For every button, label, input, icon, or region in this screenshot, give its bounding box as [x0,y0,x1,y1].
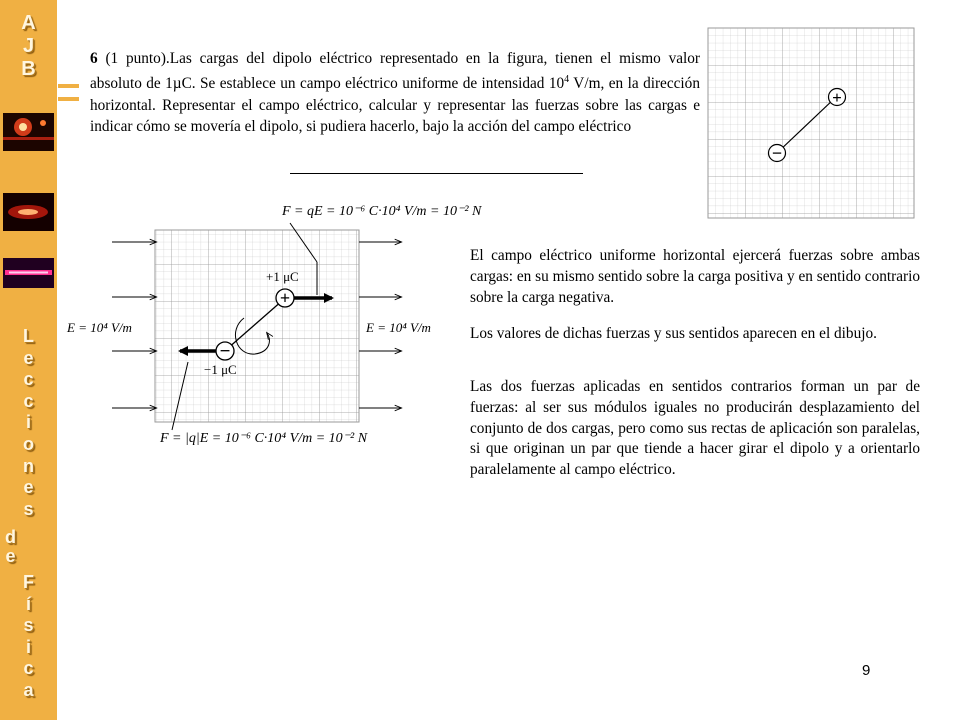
photo-laser-2 [3,193,54,231]
dipole-force-diagram [60,190,482,455]
charge-label-positive: +1 μC [266,269,299,284]
explanation-paragraph-2: Los valores de dichas fuerzas y sus sentidos aparecen en el dibujo. [470,325,877,342]
page-number: 9 [862,662,871,679]
grid-background [155,230,359,422]
sidebar-lecciones: L e c c i o n e s [23,326,34,519]
svg-text:−: − [219,341,231,362]
explanation-paragraph-3: Las dos fuerzas aplicadas en sentidos contrarios forman un par de fuerzas: al ser sus módulos iguales no producirán desplazamiento del conjunto de dos cargas, pero como sus rectas de aplicación son paralelas, si que originan un par que tiende a hacer girar el dipolo y a orientarlo paralelamente al campo eléctrico. [470,378,920,479]
problem-statement: 6 (1 punto).Las cargas del dipolo eléctrico representado en la figura, tienen el mismo valor absoluto de 1µC. Se establece un campo eléctrico uniforme de intensidad $10^4$ V/m, en la dirección horizontal. Representar el campo eléctrico, calcular y representar las fuerzas sobre las cargas e indicar cómo se movería el dipolo, si pudiera hacerlo, bajo la acción del campo eléctrico [90,50,700,135]
sidebar-de: d e [5,527,16,566]
field-label-right: E = 10⁴ V/m [366,320,431,335]
force-formula-top: F = qE = 10⁻⁶ C·10⁴ V/m = 10⁻² N [282,204,482,219]
problem-number: 6 [90,50,98,67]
photo-laser-1 [3,113,54,151]
svg-text:−: − [771,143,783,163]
photo-laser-3 [3,258,54,288]
svg-text:+: + [832,88,842,107]
separator-line [290,173,583,174]
equals-mark-top [58,84,79,88]
svg-text:+: + [279,288,291,308]
positive-charge-main [276,288,294,308]
charge-label-negative: −1 μC [204,362,237,377]
explanation-paragraph-1: El campo eléctrico uniforme horizontal ejercerá fuerzas sobre ambas cargas: en su mismo sentido sobre la carga positiva y en sentido contrario sobre la carga negativa. [470,247,920,306]
sidebar [0,0,57,720]
sidebar-fisica: F í s i c a [23,572,34,700]
logo-ajb: A J B [21,12,36,80]
equals-mark-bottom [58,97,79,101]
field-label-left: E = 10⁴ V/m [67,320,132,335]
force-formula-bottom: F = |q|E = 10⁻⁶ C·10⁴ V/m = 10⁻² N [160,431,368,446]
dipole-figure-small [708,28,914,218]
